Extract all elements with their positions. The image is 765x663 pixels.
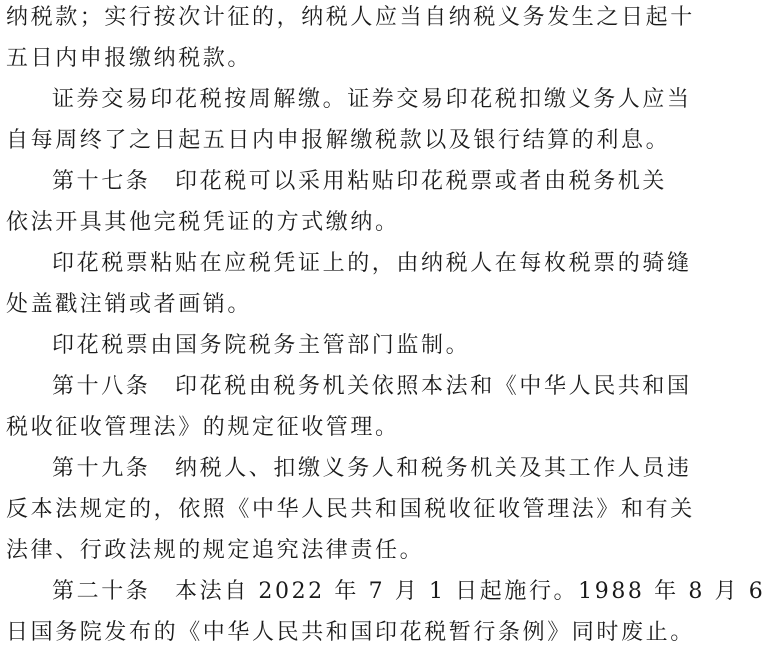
text-line: 日国务院发布的《中华人民共和国印花税暂行条例》同时废止。: [6, 620, 695, 645]
text-line: 第十八条 印花税由税务机关依照本法和《中华人民共和国: [52, 374, 692, 399]
text-line: 印花税票粘贴在应税凭证上的，由纳税人在每枚税票的骑缝: [52, 251, 692, 276]
text-line: 印花税票由国务院税务主管部门监制。: [52, 333, 471, 358]
text-line: 五日内申报缴纳税款。: [6, 46, 253, 71]
text-line: 第十九条 纳税人、扣缴义务人和税务机关及其工作人员违: [52, 456, 692, 481]
text-line: 纳税款；实行按次计征的，纳税人应当自纳税义务发生之日起十: [6, 5, 695, 30]
text-line: 税收征收管理法》的规定征收管理。: [6, 415, 400, 440]
text-line: 证券交易印花税按周解缴。证券交易印花税扣缴义务人应当: [52, 87, 692, 112]
text-line: 依法开具其他完税凭证的方式缴纳。: [6, 210, 400, 235]
text-line: 处盖戳注销或者画销。: [6, 292, 253, 317]
text-line: 第二十条 本法自 2022 年 7 月 1 日起施行。1988 年 8 月 6: [52, 579, 765, 604]
text-line: 反本法规定的，依照《中华人民共和国税收征收管理法》和有关: [6, 497, 695, 522]
text-line: 法律、行政法规的规定追究法律责任。: [6, 538, 425, 563]
text-line: 自每周终了之日起五日内申报解缴税款以及银行结算的利息。: [6, 128, 671, 153]
text-line: 第十七条 印花税可以采用粘贴印花税票或者由税务机关: [52, 169, 668, 194]
